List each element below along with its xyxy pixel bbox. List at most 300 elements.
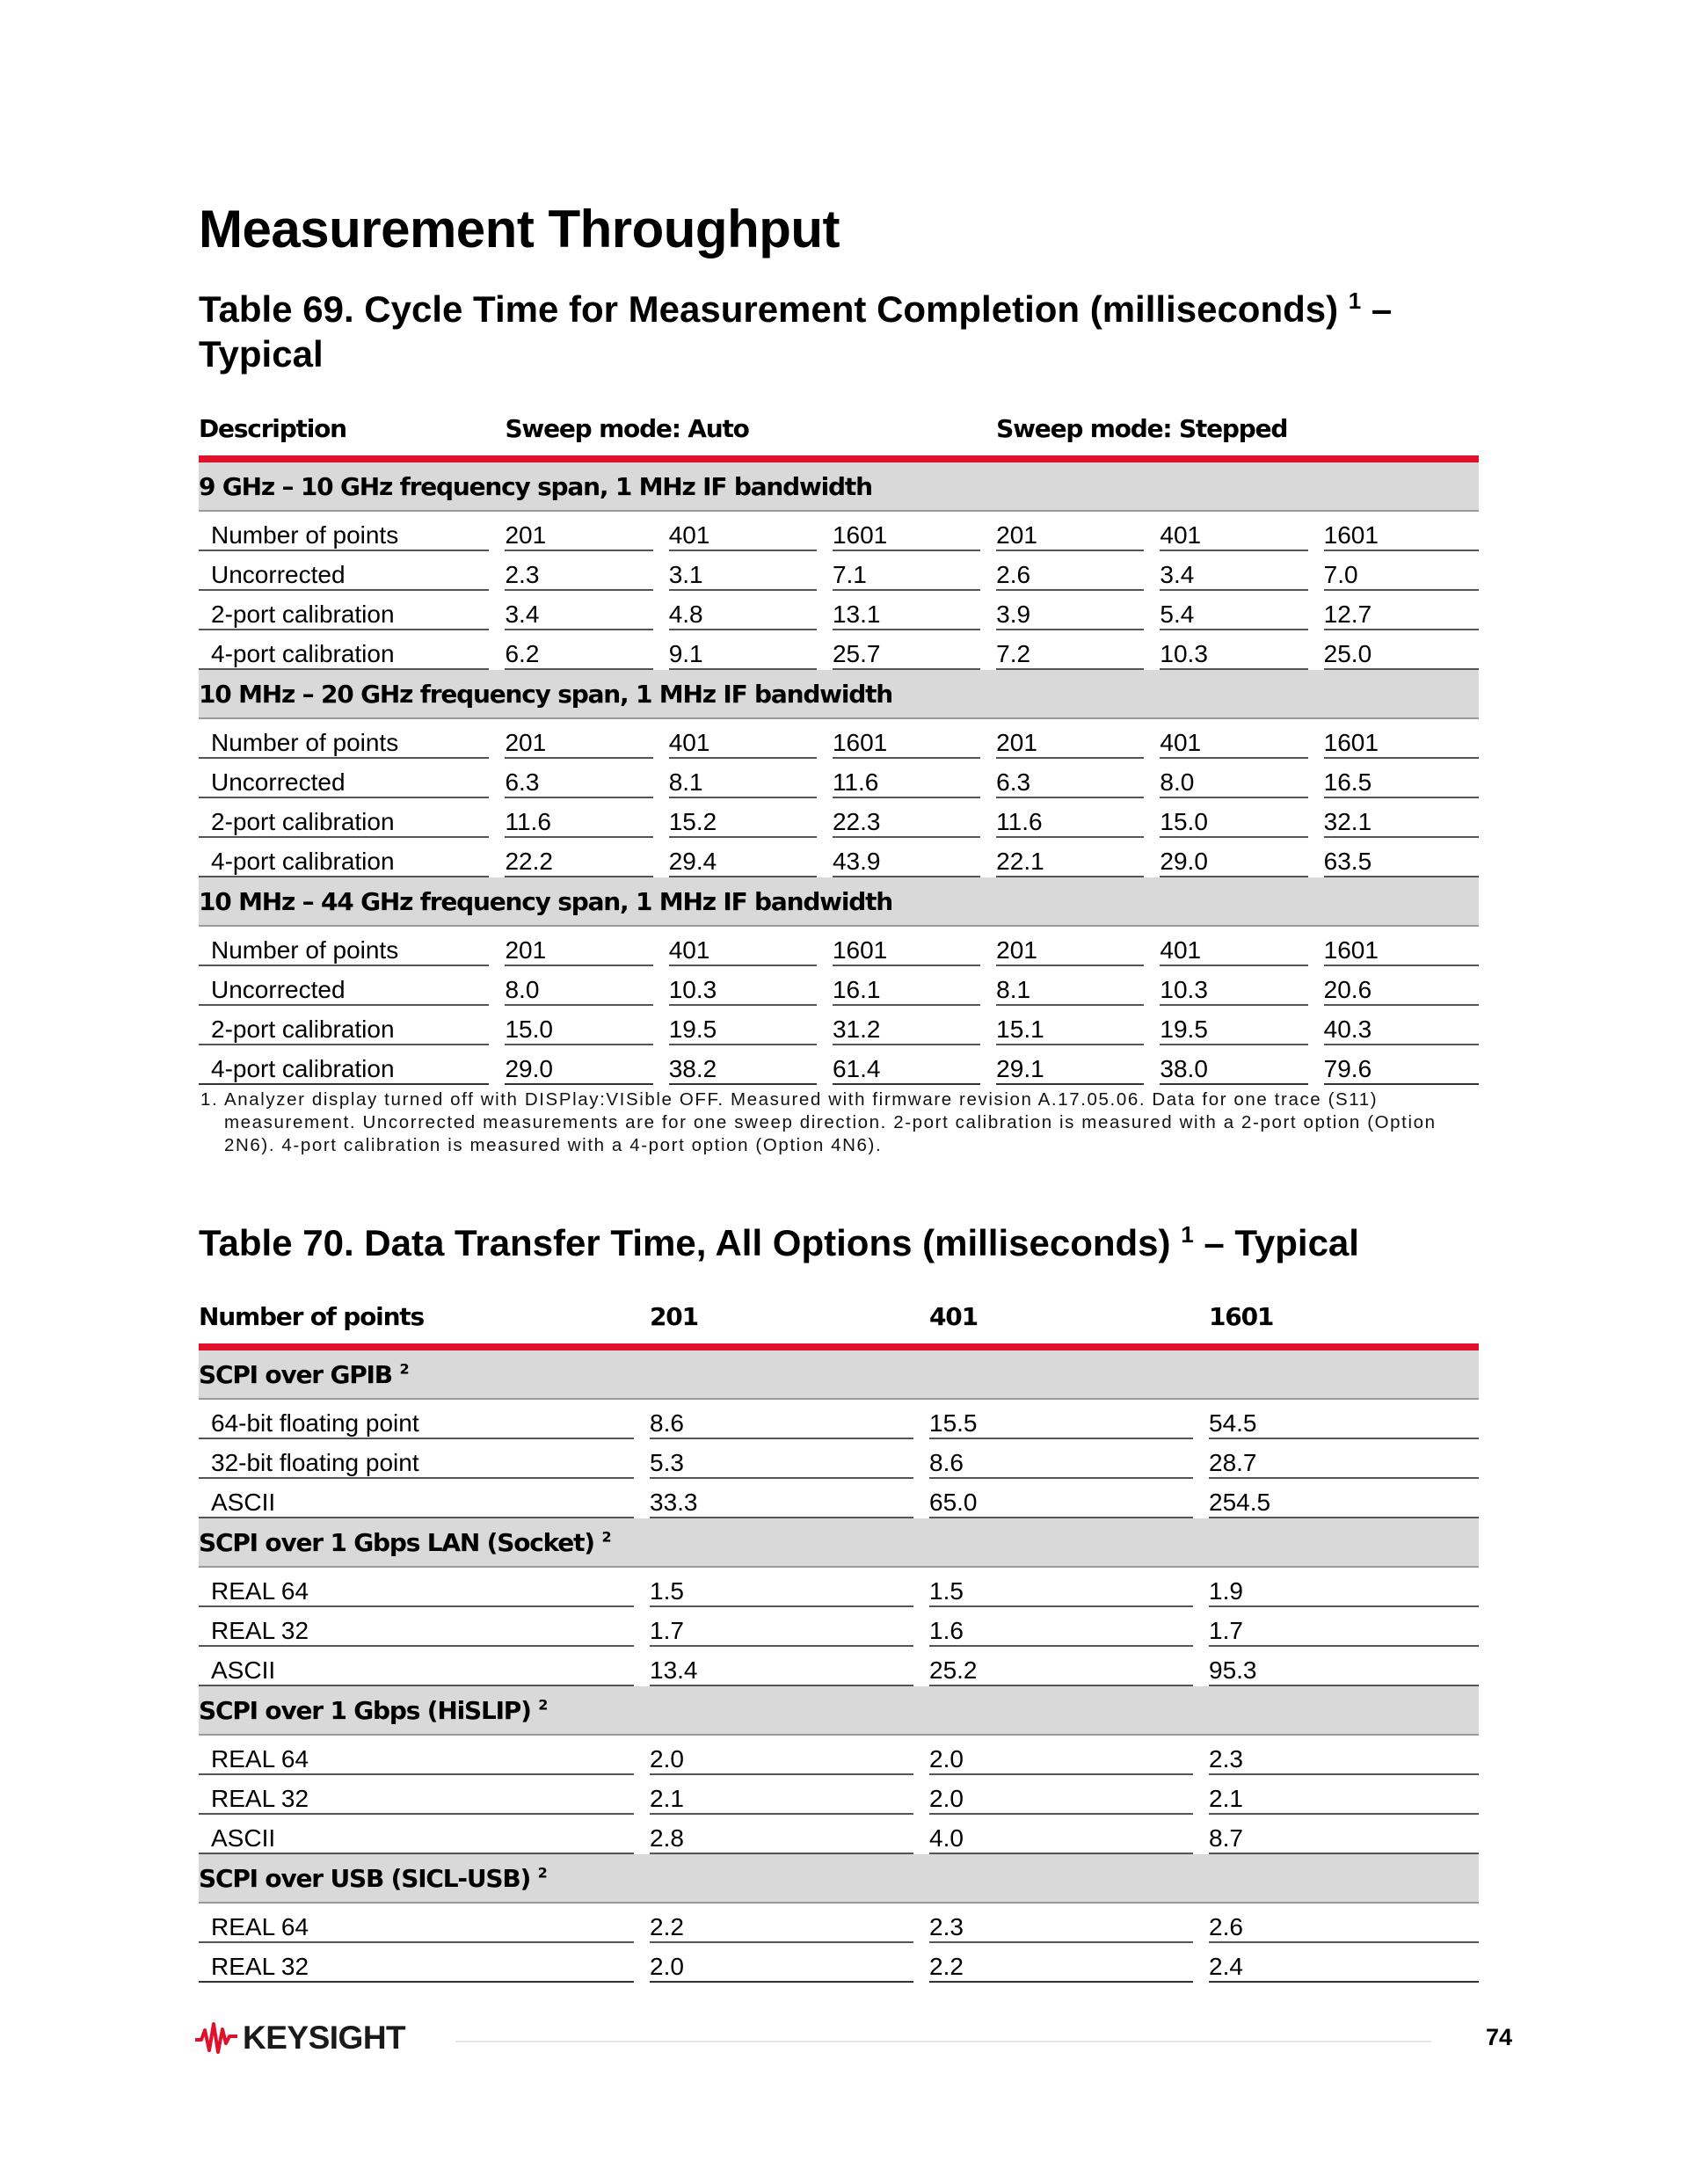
group-label-cell <box>199 1350 1479 1400</box>
row-label: ASCII <box>199 1815 634 1854</box>
value-cell: 15.0 <box>1160 798 1307 838</box>
cell-gap <box>1144 1006 1160 1045</box>
value-cell: 3.4 <box>1160 551 1307 591</box>
cell-gap <box>913 1400 929 1439</box>
cell-gap <box>817 1045 833 1085</box>
value-cell: 63.5 <box>1324 838 1479 877</box>
row-label: Uncorrected <box>199 966 489 1006</box>
group-label: 10 MHz – 44 GHz frequency span, 1 MHz IF bandwidth <box>199 877 1479 927</box>
cell-gap <box>817 798 833 838</box>
value-cell: 65.0 <box>929 1479 1193 1518</box>
cell-gap <box>1308 591 1324 630</box>
value-cell: 95.3 <box>1209 1647 1479 1686</box>
footnote-number: 1. <box>200 1089 219 1110</box>
value-cell: 2.3 <box>505 551 652 591</box>
value-cell: 1601 <box>833 512 980 551</box>
cell-gap <box>913 1775 929 1815</box>
value-cell: 2.0 <box>929 1736 1193 1775</box>
value-cell: 8.6 <box>650 1400 913 1439</box>
table-69-body <box>199 462 1479 1085</box>
cell-gap <box>653 630 669 670</box>
table-row <box>199 512 1479 551</box>
value-cell: 1601 <box>1324 719 1479 759</box>
cell-gap <box>1193 1568 1209 1607</box>
value-cell: 11.6 <box>996 798 1144 838</box>
cell-gap <box>653 512 669 551</box>
cell-gap <box>489 798 505 838</box>
group-label: SCPI over 1 Gbps (HiSLIP) <box>199 1695 531 1725</box>
value-cell: 2.6 <box>996 551 1144 591</box>
value-cell: 9.1 <box>669 630 817 670</box>
cell-gap <box>1193 1439 1209 1479</box>
value-cell: 1601 <box>833 927 980 966</box>
value-cell: 19.5 <box>669 1006 817 1045</box>
cell-gap <box>1193 1479 1209 1518</box>
keysight-wave-icon <box>195 2019 237 2057</box>
row-label: ASCII <box>199 1479 634 1518</box>
value-cell: 38.2 <box>669 1045 817 1085</box>
header-sweep-auto: Sweep mode: Auto <box>505 413 749 443</box>
value-cell: 6.3 <box>996 759 1144 798</box>
cell-gap <box>913 1479 929 1518</box>
table-row <box>199 1815 1479 1854</box>
cell-gap <box>634 1943 650 1983</box>
table-row <box>199 1647 1479 1686</box>
value-cell: 54.5 <box>1209 1400 1479 1439</box>
table-69-footnote <box>200 1088 1475 1157</box>
group-row <box>199 1686 1479 1736</box>
group-label: SCPI over 1 Gbps LAN (Socket) <box>199 1527 594 1557</box>
row-label: 2-port calibration <box>199 591 489 630</box>
value-cell: 2.2 <box>650 1904 913 1943</box>
cell-gap <box>913 1439 929 1479</box>
cell-gap <box>913 1647 929 1686</box>
cell-gap <box>1144 591 1160 630</box>
cell-gap <box>1308 966 1324 1006</box>
cell-gap <box>817 838 833 877</box>
table-70-title-footnote-ref: 1 <box>1181 1221 1194 1248</box>
cell-gap <box>1308 1045 1324 1085</box>
cell-gap <box>489 719 505 759</box>
value-cell: 201 <box>996 927 1144 966</box>
cell-gap <box>1308 1006 1324 1045</box>
value-cell: 38.0 <box>1160 1045 1307 1085</box>
cell-gap <box>817 759 833 798</box>
value-cell: 1.5 <box>650 1568 913 1607</box>
cell-gap <box>817 551 833 591</box>
header-1601: 1601 <box>1209 1301 1274 1331</box>
table-row <box>199 1736 1479 1775</box>
row-label: 4-port calibration <box>199 838 489 877</box>
cell-gap <box>1308 719 1324 759</box>
cell-gap <box>489 966 505 1006</box>
cell-gap <box>634 1607 650 1647</box>
value-cell: 16.1 <box>833 966 980 1006</box>
row-label: 2-port calibration <box>199 1006 489 1045</box>
value-cell: 10.3 <box>1160 966 1307 1006</box>
row-label: REAL 64 <box>199 1904 634 1943</box>
header-description: Description <box>199 413 346 443</box>
footer-divider <box>455 2041 1431 2042</box>
value-cell: 43.9 <box>833 838 980 877</box>
value-cell: 22.1 <box>996 838 1144 877</box>
cell-gap <box>653 1045 669 1085</box>
cell-gap <box>1308 759 1324 798</box>
header-sweep-stepped: Sweep mode: Stepped <box>996 413 1288 443</box>
value-cell: 2.0 <box>650 1736 913 1775</box>
value-cell: 28.7 <box>1209 1439 1479 1479</box>
cell-gap <box>980 838 996 877</box>
cell-gap <box>1144 798 1160 838</box>
cell-gap <box>634 1775 650 1815</box>
value-cell: 29.0 <box>505 1045 652 1085</box>
value-cell: 1.7 <box>650 1607 913 1647</box>
value-cell: 2.3 <box>929 1904 1193 1943</box>
group-label: 10 MHz – 20 GHz frequency span, 1 MHz IF bandwidth <box>199 670 1479 719</box>
cell-gap <box>634 1479 650 1518</box>
table-row <box>199 1775 1479 1815</box>
cell-gap <box>1193 1815 1209 1854</box>
value-cell: 11.6 <box>505 798 652 838</box>
cell-gap <box>817 966 833 1006</box>
cell-gap <box>489 551 505 591</box>
cell-gap <box>634 1736 650 1775</box>
cell-gap <box>634 1815 650 1854</box>
cell-gap <box>913 1607 929 1647</box>
header-number-of-points: Number of points <box>199 1301 424 1331</box>
value-cell: 10.3 <box>1160 630 1307 670</box>
value-cell: 2.2 <box>929 1943 1193 1983</box>
table-70-body <box>199 1350 1479 1983</box>
table-69-title-suffix: – Typical <box>199 288 1393 375</box>
cell-gap <box>489 512 505 551</box>
value-cell: 401 <box>669 927 817 966</box>
value-cell: 8.0 <box>1160 759 1307 798</box>
row-label: Uncorrected <box>199 759 489 798</box>
value-cell: 201 <box>996 719 1144 759</box>
value-cell: 8.1 <box>669 759 817 798</box>
value-cell: 401 <box>1160 719 1307 759</box>
value-cell: 20.6 <box>1324 966 1479 1006</box>
table-row <box>199 1568 1479 1607</box>
value-cell: 61.4 <box>833 1045 980 1085</box>
cell-gap <box>653 1006 669 1045</box>
cell-gap <box>1144 719 1160 759</box>
cell-gap <box>1308 512 1324 551</box>
value-cell: 22.3 <box>833 798 980 838</box>
value-cell: 8.1 <box>996 966 1144 1006</box>
table-row <box>199 591 1479 630</box>
value-cell: 8.6 <box>929 1439 1193 1479</box>
cell-gap <box>817 512 833 551</box>
cell-gap <box>1144 630 1160 670</box>
table-69-title-text: Table 69. Cycle Time for Measurement Completion (milliseconds) <box>199 288 1339 330</box>
group-label: SCPI over GPIB <box>199 1359 392 1389</box>
value-cell: 10.3 <box>669 966 817 1006</box>
table-row <box>199 838 1479 877</box>
cell-gap <box>817 1006 833 1045</box>
cell-gap <box>1144 966 1160 1006</box>
value-cell: 2.4 <box>1209 1943 1479 1983</box>
value-cell: 29.4 <box>669 838 817 877</box>
group-label-cell <box>199 1518 1479 1568</box>
keysight-logo <box>195 2019 405 2057</box>
value-cell: 7.0 <box>1324 551 1479 591</box>
row-label: REAL 64 <box>199 1736 634 1775</box>
brand-name: KEYSIGHT <box>243 2020 406 2056</box>
table-70-title <box>199 1220 1570 1265</box>
value-cell: 2.8 <box>650 1815 913 1854</box>
row-label: 4-port calibration <box>199 1045 489 1085</box>
cell-gap <box>980 591 996 630</box>
value-cell: 16.5 <box>1324 759 1479 798</box>
cell-gap <box>980 966 996 1006</box>
cell-gap <box>653 798 669 838</box>
cell-gap <box>1308 798 1324 838</box>
table-row <box>199 1439 1479 1479</box>
value-cell: 2.1 <box>650 1775 913 1815</box>
group-label-cell <box>199 1854 1479 1904</box>
value-cell: 201 <box>996 512 1144 551</box>
group-footnote-ref: 2 <box>399 1360 409 1378</box>
value-cell: 3.4 <box>505 591 652 630</box>
value-cell: 401 <box>1160 512 1307 551</box>
cell-gap <box>1144 927 1160 966</box>
value-cell: 12.7 <box>1324 591 1479 630</box>
cell-gap <box>980 1006 996 1045</box>
value-cell: 4.0 <box>929 1815 1193 1854</box>
value-cell: 401 <box>669 719 817 759</box>
table-row <box>199 719 1479 759</box>
row-label: 32-bit floating point <box>199 1439 634 1479</box>
table-row <box>199 798 1479 838</box>
cell-gap <box>489 630 505 670</box>
cell-gap <box>1144 759 1160 798</box>
value-cell: 401 <box>669 512 817 551</box>
value-cell: 40.3 <box>1324 1006 1479 1045</box>
value-cell: 2.3 <box>1209 1736 1479 1775</box>
row-label: Number of points <box>199 512 489 551</box>
cell-gap <box>1144 838 1160 877</box>
cell-gap <box>980 798 996 838</box>
table-row <box>199 551 1479 591</box>
cell-gap <box>913 1568 929 1607</box>
cell-gap <box>653 759 669 798</box>
value-cell: 25.0 <box>1324 630 1479 670</box>
value-cell: 1.5 <box>929 1568 1193 1607</box>
value-cell: 33.3 <box>650 1479 913 1518</box>
value-cell: 8.0 <box>505 966 652 1006</box>
value-cell: 25.2 <box>929 1647 1193 1686</box>
table-row <box>199 630 1479 670</box>
header-accent-bar <box>199 455 1479 462</box>
row-label: REAL 32 <box>199 1943 634 1983</box>
cell-gap <box>653 927 669 966</box>
value-cell: 201 <box>505 927 652 966</box>
table-69-title-footnote-ref: 1 <box>1348 288 1362 314</box>
header-201: 201 <box>650 1301 698 1331</box>
value-cell: 4.8 <box>669 591 817 630</box>
cell-gap <box>1308 630 1324 670</box>
cell-gap <box>1144 551 1160 591</box>
value-cell: 6.3 <box>505 759 652 798</box>
cell-gap <box>1193 1904 1209 1943</box>
cell-gap <box>653 966 669 1006</box>
value-cell: 6.2 <box>505 630 652 670</box>
value-cell: 32.1 <box>1324 798 1479 838</box>
value-cell: 201 <box>505 719 652 759</box>
row-label: 4-port calibration <box>199 630 489 670</box>
header-accent-bar <box>199 1343 1479 1350</box>
value-cell: 5.3 <box>650 1439 913 1479</box>
cell-gap <box>913 1736 929 1775</box>
table-row <box>199 1904 1479 1943</box>
row-label: Number of points <box>199 927 489 966</box>
cell-gap <box>817 630 833 670</box>
value-cell: 1601 <box>833 719 980 759</box>
cell-gap <box>913 1943 929 1983</box>
cell-gap <box>1144 512 1160 551</box>
value-cell: 1.9 <box>1209 1568 1479 1607</box>
value-cell: 25.7 <box>833 630 980 670</box>
table-70-title-suffix: – Typical <box>1193 1222 1359 1263</box>
value-cell: 11.6 <box>833 759 980 798</box>
value-cell: 3.1 <box>669 551 817 591</box>
cell-gap <box>1193 1400 1209 1439</box>
value-cell: 1.6 <box>929 1607 1193 1647</box>
value-cell: 1.7 <box>1209 1607 1479 1647</box>
cell-gap <box>980 551 996 591</box>
cell-gap <box>634 1439 650 1479</box>
value-cell: 15.2 <box>669 798 817 838</box>
value-cell: 7.1 <box>833 551 980 591</box>
value-cell: 401 <box>1160 927 1307 966</box>
cell-gap <box>817 719 833 759</box>
group-label: 9 GHz – 10 GHz frequency span, 1 MHz IF bandwidth <box>199 462 1479 512</box>
cell-gap <box>489 759 505 798</box>
row-label: REAL 32 <box>199 1775 634 1815</box>
cell-gap <box>653 551 669 591</box>
table-row <box>199 1479 1479 1518</box>
table-row <box>199 927 1479 966</box>
table-69-title <box>199 287 1517 376</box>
cell-gap <box>980 630 996 670</box>
cell-gap <box>489 838 505 877</box>
group-footnote-ref: 2 <box>537 1864 547 1882</box>
value-cell: 2.0 <box>929 1775 1193 1815</box>
value-cell: 2.0 <box>650 1943 913 1983</box>
value-cell: 8.7 <box>1209 1815 1479 1854</box>
row-label: Uncorrected <box>199 551 489 591</box>
group-footnote-ref: 2 <box>538 1696 548 1714</box>
group-row <box>199 1518 1479 1568</box>
cell-gap <box>1308 927 1324 966</box>
cell-gap <box>489 591 505 630</box>
cell-gap <box>489 927 505 966</box>
value-cell: 201 <box>505 512 652 551</box>
table-row <box>199 1943 1479 1983</box>
cell-gap <box>1193 1607 1209 1647</box>
cell-gap <box>634 1904 650 1943</box>
table-row <box>199 1006 1479 1045</box>
value-cell: 13.4 <box>650 1647 913 1686</box>
cell-gap <box>817 927 833 966</box>
cell-gap <box>1193 1736 1209 1775</box>
cell-gap <box>913 1904 929 1943</box>
group-footnote-ref: 2 <box>601 1528 611 1546</box>
group-label-cell <box>199 1686 1479 1736</box>
row-label: ASCII <box>199 1647 634 1686</box>
cell-gap <box>980 512 996 551</box>
group-row <box>199 670 1479 719</box>
cell-gap <box>817 591 833 630</box>
footnote-text: Analyzer display turned off with DISPlay:VISible OFF. Measured with firmware revision A.17.05.06. Data for one trace (S11) measurement. Uncorrected measurements are for one sweep direction. 2-port calibration is measured with a 2-port option (Option 2N6). 4-port calibration is measured with a 4-port option (Option 4N6). <box>224 1089 1437 1155</box>
value-cell: 1601 <box>1324 512 1479 551</box>
group-row <box>199 1350 1479 1400</box>
value-cell: 2.1 <box>1209 1775 1479 1815</box>
row-label: 64-bit floating point <box>199 1400 634 1439</box>
value-cell: 5.4 <box>1160 591 1307 630</box>
cell-gap <box>913 1815 929 1854</box>
table-70 <box>199 1289 1479 1983</box>
value-cell: 3.9 <box>996 591 1144 630</box>
table-row <box>199 759 1479 798</box>
value-cell: 22.2 <box>505 838 652 877</box>
header-401: 401 <box>929 1301 978 1331</box>
cell-gap <box>653 591 669 630</box>
table-row <box>199 1045 1479 1085</box>
cell-gap <box>1308 551 1324 591</box>
value-cell: 7.2 <box>996 630 1144 670</box>
value-cell: 13.1 <box>833 591 980 630</box>
cell-gap <box>1193 1775 1209 1815</box>
value-cell: 15.5 <box>929 1400 1193 1439</box>
table-row <box>199 1400 1479 1439</box>
row-label: REAL 32 <box>199 1607 634 1647</box>
row-label: REAL 64 <box>199 1568 634 1607</box>
cell-gap <box>653 719 669 759</box>
value-cell: 29.1 <box>996 1045 1144 1085</box>
table-row <box>199 966 1479 1006</box>
cell-gap <box>980 759 996 798</box>
group-label: SCPI over USB (SICL-USB) <box>199 1863 531 1893</box>
value-cell: 19.5 <box>1160 1006 1307 1045</box>
value-cell: 2.6 <box>1209 1904 1479 1943</box>
table-row <box>199 1607 1479 1647</box>
table-69 <box>199 401 1479 1085</box>
row-label: 2-port calibration <box>199 798 489 838</box>
value-cell: 79.6 <box>1324 1045 1479 1085</box>
value-cell: 254.5 <box>1209 1479 1479 1518</box>
cell-gap <box>634 1568 650 1607</box>
cell-gap <box>980 927 996 966</box>
cell-gap <box>489 1006 505 1045</box>
cell-gap <box>634 1647 650 1686</box>
cell-gap <box>1144 1045 1160 1085</box>
cell-gap <box>1193 1943 1209 1983</box>
value-cell: 15.0 <box>505 1006 652 1045</box>
value-cell: 1601 <box>1324 927 1479 966</box>
row-label: Number of points <box>199 719 489 759</box>
table-70-title-text: Table 70. Data Transfer Time, All Options (milliseconds) <box>199 1222 1171 1263</box>
cell-gap <box>1193 1647 1209 1686</box>
value-cell: 15.1 <box>996 1006 1144 1045</box>
value-cell: 31.2 <box>833 1006 980 1045</box>
group-row <box>199 877 1479 927</box>
cell-gap <box>489 1045 505 1085</box>
cell-gap <box>980 719 996 759</box>
group-row <box>199 462 1479 512</box>
